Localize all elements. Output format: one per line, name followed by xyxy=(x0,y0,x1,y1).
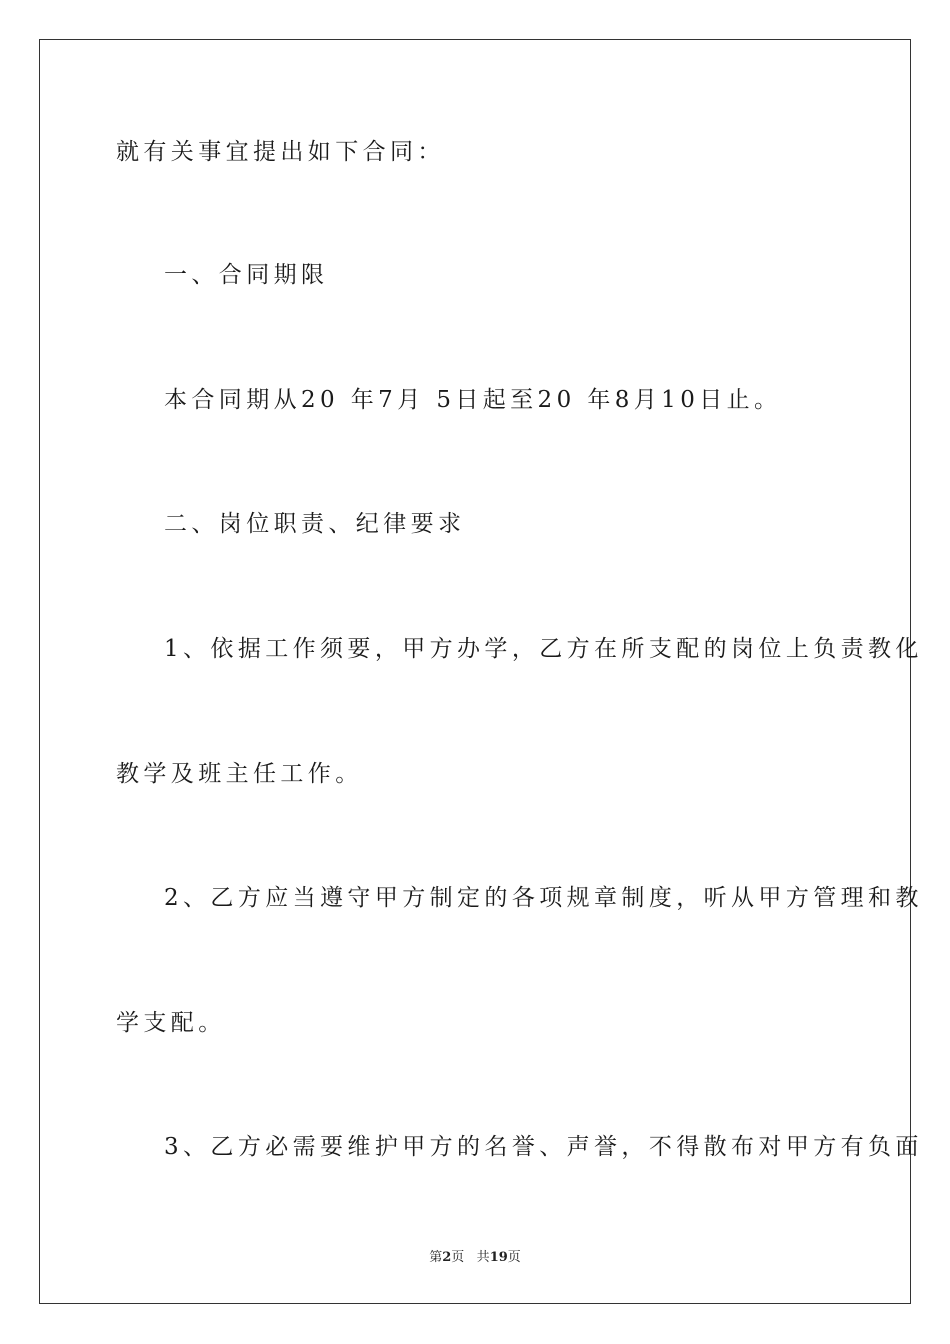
paragraph-intro: 就有关事宜提出如下合同： xyxy=(116,139,445,165)
page-suffix: 页 xyxy=(451,1250,465,1265)
page-number: 2 xyxy=(442,1250,452,1265)
section-heading-contract-term: 一、合同期限 xyxy=(164,262,329,288)
paragraph-item-1-line-2: 教学及班主任工作。 xyxy=(116,761,363,787)
paragraph-contract-period: 本合同期从20 年7月 5日起至20 年8月10日止。 xyxy=(164,387,782,413)
total-pages: 19 xyxy=(489,1250,508,1265)
paragraph-item-1-line-1: 1、依据工作须要，甲方办学，乙方在所支配的岗位上负责教化 xyxy=(164,636,923,662)
total-prefix: 共 xyxy=(476,1250,490,1265)
paragraph-item-3-line-1: 3、乙方必需要维护甲方的名誉、声誉，不得散布对甲方有负面 xyxy=(164,1134,923,1160)
paragraph-item-2-line-1: 2、乙方应当遵守甲方制定的各项规章制度，听从甲方管理和教 xyxy=(164,885,923,911)
section-heading-duties: 二、岗位职责、纪律要求 xyxy=(164,511,466,537)
page-footer xyxy=(0,1246,950,1265)
total-suffix: 页 xyxy=(507,1250,521,1265)
page-border xyxy=(39,39,911,1304)
page-prefix: 第 xyxy=(429,1250,443,1265)
paragraph-item-2-line-2: 学支配。 xyxy=(116,1010,226,1036)
